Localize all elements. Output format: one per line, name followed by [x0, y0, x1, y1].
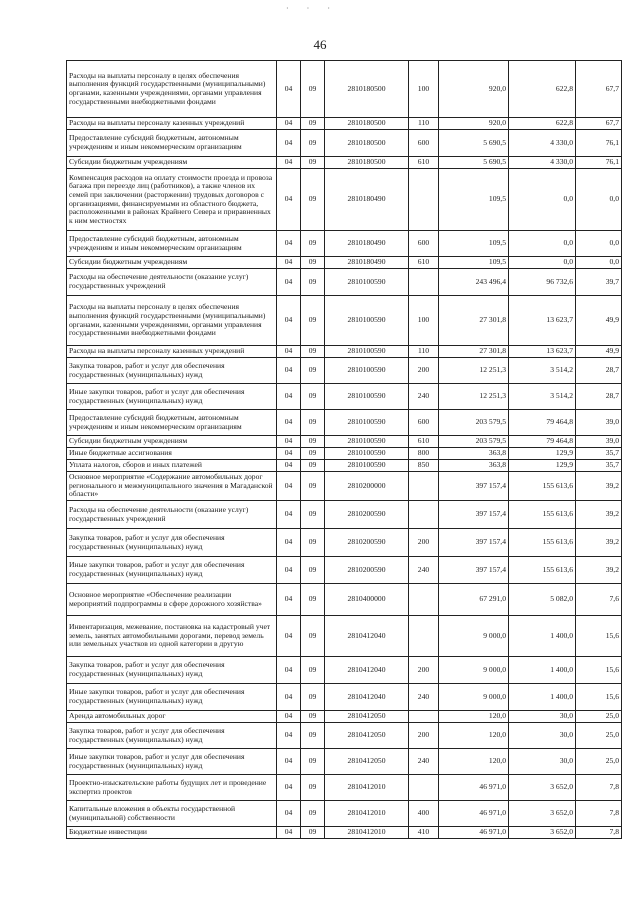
cell-planned: 109,5 [439, 169, 509, 231]
cell-section: 04 [277, 749, 301, 775]
cell-executed: 1 400,0 [509, 616, 576, 657]
cell-name: Капитальные вложения в объекты государственной (муниципальной) собственности [67, 801, 277, 827]
cell-target-article: 2810400000 [325, 584, 409, 616]
table-row [67, 557, 622, 584]
cell-percent: 76,1 [576, 157, 622, 169]
cell-target-article: 2810180490 [325, 231, 409, 257]
cell-executed: 30,0 [509, 723, 576, 749]
cell-section: 04 [277, 61, 301, 118]
cell-subsection: 09 [301, 269, 325, 296]
cell-percent: 15,6 [576, 684, 622, 711]
cell-target-article: 2810180490 [325, 169, 409, 231]
table-row [67, 358, 622, 384]
cell-target-article: 2810100590 [325, 346, 409, 358]
cell-name: Расходы на выплаты персоналу казенных учреждений [67, 346, 277, 358]
cell-planned: 5 690,5 [439, 157, 509, 169]
cell-subsection: 09 [301, 775, 325, 801]
cell-expense-type: 200 [409, 358, 439, 384]
table-row [67, 436, 622, 448]
cell-executed: 13 623,7 [509, 346, 576, 358]
cell-executed: 96 732,6 [509, 269, 576, 296]
cell-subsection: 09 [301, 616, 325, 657]
cell-planned: 243 496,4 [439, 269, 509, 296]
cell-percent: 39,0 [576, 436, 622, 448]
cell-name: Закупка товаров, работ и услуг для обеспечения государственных (муниципальных) нужд [67, 529, 277, 557]
cell-target-article: 2810412050 [325, 711, 409, 723]
cell-percent: 15,6 [576, 616, 622, 657]
cell-executed: 79 464,8 [509, 436, 576, 448]
cell-name: Иные закупки товаров, работ и услуг для обеспечения государственных (муниципальных) нужд [67, 384, 277, 410]
cell-expense-type: 240 [409, 684, 439, 711]
cell-target-article: 2810100590 [325, 460, 409, 472]
cell-executed: 0,0 [509, 257, 576, 269]
cell-name: Основное мероприятие «Содержание автомобильных дорог регионального и межмуниципального значения в Магаданской области» [67, 472, 277, 501]
cell-planned: 46 971,0 [439, 801, 509, 827]
cell-expense-type [409, 472, 439, 501]
cell-percent: 39,0 [576, 410, 622, 436]
cell-target-article: 2810100590 [325, 436, 409, 448]
cell-executed: 622,8 [509, 61, 576, 118]
cell-name: Субсидии бюджетным учреждениям [67, 436, 277, 448]
budget-table [66, 60, 622, 839]
cell-planned: 9 000,0 [439, 616, 509, 657]
table-row [67, 130, 622, 157]
table-row [67, 501, 622, 529]
cell-target-article: 2810180500 [325, 130, 409, 157]
cell-planned: 109,5 [439, 231, 509, 257]
cell-planned: 12 251,3 [439, 358, 509, 384]
cell-executed: 1 400,0 [509, 657, 576, 684]
cell-section: 04 [277, 269, 301, 296]
cell-section: 04 [277, 346, 301, 358]
cell-executed: 0,0 [509, 169, 576, 231]
cell-percent: 39,2 [576, 529, 622, 557]
cell-subsection: 09 [301, 169, 325, 231]
cell-planned: 12 251,3 [439, 384, 509, 410]
cell-target-article: 2810100590 [325, 410, 409, 436]
cell-planned: 109,5 [439, 257, 509, 269]
cell-target-article: 2810412010 [325, 801, 409, 827]
cell-planned: 120,0 [439, 723, 509, 749]
cell-section: 04 [277, 358, 301, 384]
cell-subsection: 09 [301, 358, 325, 384]
cell-subsection: 09 [301, 501, 325, 529]
cell-planned: 363,8 [439, 448, 509, 460]
cell-expense-type: 100 [409, 61, 439, 118]
cell-executed: 622,8 [509, 118, 576, 130]
cell-subsection: 09 [301, 472, 325, 501]
cell-executed: 129,9 [509, 460, 576, 472]
cell-section: 04 [277, 684, 301, 711]
cell-subsection: 09 [301, 723, 325, 749]
cell-name: Субсидии бюджетным учреждениям [67, 257, 277, 269]
cell-planned: 397 157,4 [439, 529, 509, 557]
cell-executed: 155 613,6 [509, 557, 576, 584]
cell-name: Расходы на выплаты персоналу казенных учреждений [67, 118, 277, 130]
cell-section: 04 [277, 157, 301, 169]
table-row [67, 269, 622, 296]
cell-planned: 203 579,5 [439, 410, 509, 436]
cell-percent: 28,7 [576, 384, 622, 410]
cell-subsection: 09 [301, 448, 325, 460]
cell-expense-type: 100 [409, 296, 439, 346]
cell-target-article: 2810100590 [325, 384, 409, 410]
cell-target-article: 2810100590 [325, 358, 409, 384]
table-row [67, 410, 622, 436]
table-row [67, 801, 622, 827]
table-row [67, 384, 622, 410]
cell-section: 04 [277, 801, 301, 827]
cell-target-article: 2810412010 [325, 827, 409, 839]
cell-executed: 4 330,0 [509, 157, 576, 169]
cell-section: 04 [277, 529, 301, 557]
table-row [67, 157, 622, 169]
cell-planned: 120,0 [439, 711, 509, 723]
cell-percent: 7,8 [576, 775, 622, 801]
cell-percent: 0,0 [576, 257, 622, 269]
cell-name: Закупка товаров, работ и услуг для обеспечения государственных (муниципальных) нужд [67, 723, 277, 749]
cell-subsection: 09 [301, 296, 325, 346]
cell-target-article: 2810412050 [325, 723, 409, 749]
scan-marks: · · · [286, 4, 338, 13]
cell-target-article: 2810180500 [325, 61, 409, 118]
cell-expense-type: 110 [409, 346, 439, 358]
cell-section: 04 [277, 557, 301, 584]
cell-expense-type: 600 [409, 410, 439, 436]
table-row [67, 827, 622, 839]
cell-name: Бюджетные инвестиции [67, 827, 277, 839]
cell-executed: 3 514,2 [509, 358, 576, 384]
cell-section: 04 [277, 775, 301, 801]
cell-expense-type [409, 584, 439, 616]
cell-planned: 920,0 [439, 61, 509, 118]
table-row [67, 118, 622, 130]
cell-expense-type: 200 [409, 723, 439, 749]
cell-expense-type: 610 [409, 436, 439, 448]
cell-subsection: 09 [301, 436, 325, 448]
page-number: 46 [313, 37, 327, 52]
cell-section: 04 [277, 723, 301, 749]
cell-subsection: 09 [301, 346, 325, 358]
cell-section: 04 [277, 436, 301, 448]
cell-subsection: 09 [301, 711, 325, 723]
cell-target-article: 2810412040 [325, 616, 409, 657]
cell-section: 04 [277, 296, 301, 346]
cell-expense-type [409, 616, 439, 657]
table-row [67, 529, 622, 557]
cell-planned: 67 291,0 [439, 584, 509, 616]
cell-percent: 39,7 [576, 269, 622, 296]
cell-name: Расходы на выплаты персоналу в целях обеспечения выполнения функций государственными (муниципальными) органами, казенными учреждениями, органами управления государственными внебюджетными фондами [67, 61, 277, 118]
cell-expense-type [409, 269, 439, 296]
cell-executed: 3 652,0 [509, 827, 576, 839]
cell-executed: 5 082,0 [509, 584, 576, 616]
cell-section: 04 [277, 231, 301, 257]
cell-percent: 67,7 [576, 61, 622, 118]
cell-planned: 9 000,0 [439, 684, 509, 711]
cell-name: Проектно-изыскательские работы будущих лет и проведение экспертиз проектов [67, 775, 277, 801]
cell-planned: 203 579,5 [439, 436, 509, 448]
cell-subsection: 09 [301, 801, 325, 827]
table-row [67, 460, 622, 472]
cell-planned: 27 301,8 [439, 296, 509, 346]
table-row [67, 231, 622, 257]
cell-section: 04 [277, 616, 301, 657]
table-row [67, 616, 622, 657]
cell-subsection: 09 [301, 118, 325, 130]
cell-expense-type: 200 [409, 529, 439, 557]
cell-executed: 155 613,6 [509, 472, 576, 501]
cell-subsection: 09 [301, 157, 325, 169]
cell-expense-type: 400 [409, 801, 439, 827]
table-row [67, 711, 622, 723]
cell-executed: 13 623,7 [509, 296, 576, 346]
cell-target-article: 2810200000 [325, 472, 409, 501]
cell-expense-type: 800 [409, 448, 439, 460]
cell-percent: 0,0 [576, 169, 622, 231]
cell-target-article: 2810412040 [325, 684, 409, 711]
cell-name: Предоставление субсидий бюджетным, автономным учреждениям и иным некоммерческим организациям [67, 231, 277, 257]
cell-percent: 25,0 [576, 749, 622, 775]
cell-executed: 1 400,0 [509, 684, 576, 711]
cell-planned: 397 157,4 [439, 472, 509, 501]
cell-section: 04 [277, 711, 301, 723]
cell-subsection: 09 [301, 749, 325, 775]
cell-executed: 30,0 [509, 711, 576, 723]
cell-name: Закупка товаров, работ и услуг для обеспечения государственных (муниципальных) нужд [67, 358, 277, 384]
cell-target-article: 2810412050 [325, 749, 409, 775]
cell-subsection: 09 [301, 460, 325, 472]
cell-percent: 7,6 [576, 584, 622, 616]
cell-name: Инвентаризация, межевание, постановка на кадастровый учет земель, занятых автомобильными дорогами, перевод земель или земельных участков из одной категории в другую [67, 616, 277, 657]
cell-planned: 120,0 [439, 749, 509, 775]
cell-section: 04 [277, 657, 301, 684]
cell-executed: 79 464,8 [509, 410, 576, 436]
table-row [67, 684, 622, 711]
cell-executed: 3 652,0 [509, 801, 576, 827]
cell-expense-type: 240 [409, 384, 439, 410]
cell-subsection: 09 [301, 529, 325, 557]
table-row [67, 723, 622, 749]
cell-percent: 49,9 [576, 346, 622, 358]
table-row [67, 257, 622, 269]
cell-expense-type: 410 [409, 827, 439, 839]
cell-executed: 30,0 [509, 749, 576, 775]
cell-target-article: 2810180500 [325, 118, 409, 130]
cell-subsection: 09 [301, 410, 325, 436]
cell-executed: 0,0 [509, 231, 576, 257]
cell-section: 04 [277, 460, 301, 472]
cell-section: 04 [277, 169, 301, 231]
cell-name: Иные закупки товаров, работ и услуг для обеспечения государственных (муниципальных) нужд [67, 684, 277, 711]
cell-executed: 155 613,6 [509, 529, 576, 557]
cell-name: Иные закупки товаров, работ и услуг для обеспечения государственных (муниципальных) нужд [67, 749, 277, 775]
cell-percent: 39,2 [576, 501, 622, 529]
cell-percent: 39,2 [576, 557, 622, 584]
table-row [67, 346, 622, 358]
cell-subsection: 09 [301, 827, 325, 839]
cell-target-article: 2810412010 [325, 775, 409, 801]
cell-section: 04 [277, 118, 301, 130]
cell-target-article: 2810200590 [325, 501, 409, 529]
cell-percent: 7,8 [576, 801, 622, 827]
table-row [67, 749, 622, 775]
cell-section: 04 [277, 584, 301, 616]
cell-name: Иные бюджетные ассигнования [67, 448, 277, 460]
cell-percent: 0,0 [576, 231, 622, 257]
cell-section: 04 [277, 827, 301, 839]
cell-planned: 5 690,5 [439, 130, 509, 157]
cell-subsection: 09 [301, 384, 325, 410]
cell-subsection: 09 [301, 584, 325, 616]
cell-percent: 7,8 [576, 827, 622, 839]
cell-name: Компенсация расходов на оплату стоимости проезда и провоза багажа при переезде лиц (работников), а также членов их семей при заключении (расторжении) трудовых договоров с организациями, финансируемыми из областного бюджета, расположенными в районах Крайнего Севера и приравненных к ним местностях [67, 169, 277, 231]
cell-name: Уплата налогов, сборов и иных платежей [67, 460, 277, 472]
cell-name: Расходы на обеспечение деятельности (оказание услуг) государственных учреждений [67, 501, 277, 529]
cell-subsection: 09 [301, 231, 325, 257]
cell-target-article: 2810412040 [325, 657, 409, 684]
cell-expense-type: 240 [409, 557, 439, 584]
cell-name: Расходы на обеспечение деятельности (оказание услуг) государственных учреждений [67, 269, 277, 296]
cell-target-article: 2810180490 [325, 257, 409, 269]
cell-expense-type: 200 [409, 657, 439, 684]
cell-planned: 397 157,4 [439, 557, 509, 584]
cell-percent: 15,6 [576, 657, 622, 684]
cell-percent: 25,0 [576, 711, 622, 723]
cell-percent: 35,7 [576, 448, 622, 460]
cell-expense-type [409, 169, 439, 231]
cell-name: Аренда автомобильных дорог [67, 711, 277, 723]
cell-percent: 76,1 [576, 130, 622, 157]
cell-planned: 46 971,0 [439, 775, 509, 801]
cell-expense-type [409, 711, 439, 723]
cell-section: 04 [277, 410, 301, 436]
cell-subsection: 09 [301, 684, 325, 711]
cell-percent: 25,0 [576, 723, 622, 749]
cell-expense-type: 850 [409, 460, 439, 472]
cell-section: 04 [277, 384, 301, 410]
cell-planned: 9 000,0 [439, 657, 509, 684]
table-row [67, 296, 622, 346]
cell-subsection: 09 [301, 257, 325, 269]
table-row [67, 775, 622, 801]
cell-section: 04 [277, 501, 301, 529]
cell-expense-type: 610 [409, 157, 439, 169]
cell-target-article: 2810100590 [325, 269, 409, 296]
cell-percent: 49,9 [576, 296, 622, 346]
cell-name: Расходы на выплаты персоналу в целях обеспечения выполнения функций государственными (муниципальными) органами, казенными учреждениями, органами управления государственными внебюджетными фондами [67, 296, 277, 346]
cell-subsection: 09 [301, 61, 325, 118]
cell-percent: 35,7 [576, 460, 622, 472]
cell-expense-type: 110 [409, 118, 439, 130]
table-row [67, 61, 622, 118]
cell-expense-type: 600 [409, 231, 439, 257]
table-row [67, 472, 622, 501]
cell-section: 04 [277, 472, 301, 501]
table-row [67, 448, 622, 460]
cell-expense-type [409, 775, 439, 801]
cell-name: Иные закупки товаров, работ и услуг для обеспечения государственных (муниципальных) нужд [67, 557, 277, 584]
cell-section: 04 [277, 257, 301, 269]
cell-name: Субсидии бюджетным учреждениям [67, 157, 277, 169]
cell-planned: 363,8 [439, 460, 509, 472]
cell-name: Основное мероприятие «Обеспечение реализации мероприятий подпрограммы в сфере дорожного хозяйства» [67, 584, 277, 616]
cell-planned: 46 971,0 [439, 827, 509, 839]
cell-executed: 4 330,0 [509, 130, 576, 157]
cell-expense-type: 600 [409, 130, 439, 157]
table-row [67, 657, 622, 684]
cell-subsection: 09 [301, 130, 325, 157]
cell-executed: 3 652,0 [509, 775, 576, 801]
cell-expense-type: 240 [409, 749, 439, 775]
cell-name: Предоставление субсидий бюджетным, автономным учреждениям и иным некоммерческим организациям [67, 130, 277, 157]
cell-expense-type: 610 [409, 257, 439, 269]
cell-percent: 28,7 [576, 358, 622, 384]
cell-subsection: 09 [301, 557, 325, 584]
cell-expense-type [409, 501, 439, 529]
cell-target-article: 2810200590 [325, 529, 409, 557]
cell-target-article: 2810180500 [325, 157, 409, 169]
cell-planned: 920,0 [439, 118, 509, 130]
cell-name: Предоставление субсидий бюджетным, автономным учреждениям и иным некоммерческим организациям [67, 410, 277, 436]
cell-name: Закупка товаров, работ и услуг для обеспечения государственных (муниципальных) нужд [67, 657, 277, 684]
cell-planned: 397 157,4 [439, 501, 509, 529]
cell-target-article: 2810100590 [325, 296, 409, 346]
cell-subsection: 09 [301, 657, 325, 684]
cell-target-article: 2810100590 [325, 448, 409, 460]
cell-percent: 39,2 [576, 472, 622, 501]
cell-percent: 67,7 [576, 118, 622, 130]
table-row [67, 169, 622, 231]
table-body [67, 61, 622, 839]
table-row [67, 584, 622, 616]
cell-executed: 3 514,2 [509, 384, 576, 410]
cell-section: 04 [277, 130, 301, 157]
cell-section: 04 [277, 448, 301, 460]
cell-planned: 27 301,8 [439, 346, 509, 358]
cell-executed: 155 613,6 [509, 501, 576, 529]
cell-executed: 129,9 [509, 448, 576, 460]
cell-target-article: 2810200590 [325, 557, 409, 584]
